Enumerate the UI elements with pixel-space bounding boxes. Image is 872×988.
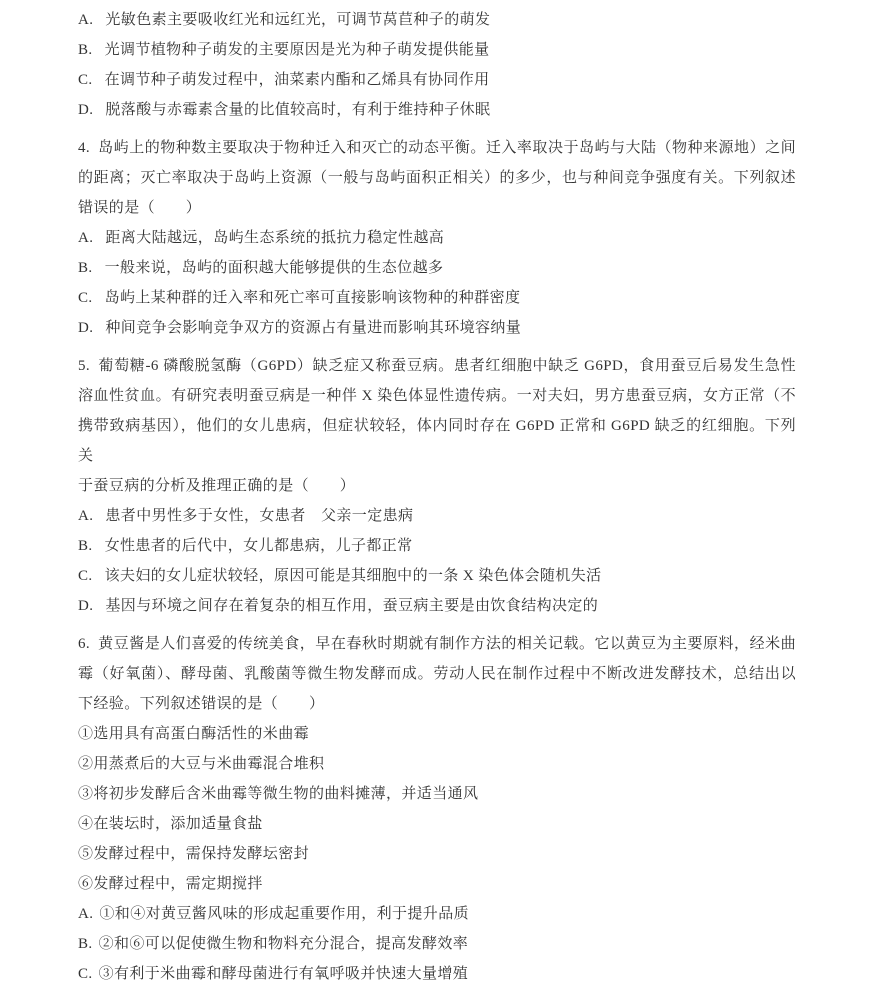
question-4-stem-line-3 [78, 193, 796, 223]
option-letter: B. [78, 538, 93, 554]
question-5-stem-line-4 [78, 471, 796, 501]
option-letter: C. [78, 290, 93, 306]
question-6-item-3 [78, 779, 796, 809]
option-text: 在调节种子萌发过程中，油菜素内酯和乙烯具有协同作用 [104, 72, 490, 88]
question-3-option-b [78, 35, 796, 65]
option-letter: C. [78, 72, 93, 88]
stem-text: 霉（好氧菌）、酵母菌、乳酸菌等微生物发酵而成。劳动人民在制作过程中不断改进发酵技术，总结出以 [78, 666, 796, 682]
question-6-item-5 [78, 839, 796, 869]
question-5-option-d [78, 591, 796, 621]
option-letter: A. [78, 12, 94, 28]
question-6-stem-line-3 [78, 689, 796, 719]
question-4-option-a [78, 223, 796, 253]
question-3-option-a [78, 5, 796, 35]
option-text: 岛屿上某种群的迁入率和死亡率可直接影响该物种的种群密度 [104, 290, 521, 306]
item-text: ③将初步发酵后含米曲霉等微生物的曲料摊薄，并适当通风 [78, 786, 479, 802]
option-letter: A. [78, 508, 94, 524]
question-6-option-a [78, 899, 796, 929]
option-text: 女性患者的后代中，女儿都患病，儿子都正常 [104, 538, 413, 554]
question-6-stem-line-2 [78, 659, 796, 689]
question-6-stem-line-1 [78, 629, 796, 659]
stem-text: 黄豆酱是人们喜爱的传统美食，早在春秋时期就有制作方法的相关记载。它以黄豆为主要原料，经米曲 [98, 636, 796, 652]
question-3-options [78, 5, 796, 125]
question-5-stem-line-3 [78, 411, 796, 471]
stem-text: 携带致病基因），他们的女儿患病，但症状较轻，体内同时存在 G6PD 正常和 G6PD 缺乏的红细胞。下列关 [78, 418, 796, 464]
question-number: 5. [78, 358, 91, 374]
stem-text: 岛屿上的物种数主要取决于物种迁入和灭亡的动态平衡。迁入率取决于岛屿与大陆（物种来源地）之间 [98, 140, 796, 156]
stem-text: 的距离；灭亡率取决于岛屿上资源（一般与岛屿面积正相关）的多少，也与种间竞争强度有关。下列叙述 [78, 170, 796, 186]
stem-text: 葡萄糖-6 磷酸脱氢酶（G6PD）缺乏症又称蚕豆病。患者红细胞中缺乏 G6PD，食用蚕豆后易发生急性 [98, 358, 796, 374]
option-letter: C. [78, 568, 93, 584]
question-5 [78, 351, 796, 621]
option-text: 基因与环境之间存在着复杂的相互作用，蚕豆病主要是由饮食结构决定的 [105, 598, 599, 614]
option-text: 一般来说，岛屿的面积越大能够提供的生态位越多 [104, 260, 444, 276]
stem-text: 溶血性贫血。有研究表明蚕豆病是一种伴 X 染色体显性遗传病。一对夫妇，男方患蚕豆病，女方正常（不 [78, 388, 796, 404]
question-number: 4. [78, 140, 91, 156]
option-letter: B. [78, 42, 93, 58]
option-text: 光敏色素主要吸收红光和远红光，可调节莴苣种子的萌发 [105, 12, 491, 28]
question-5-stem-line-1 [78, 351, 796, 381]
question-6-item-2 [78, 749, 796, 779]
question-6-item-6 [78, 869, 796, 899]
question-4-option-d [78, 313, 796, 343]
item-text: ④在装坛时，添加适量食盐 [78, 816, 263, 832]
question-6-option-b [78, 929, 796, 959]
question-3-option-d [78, 95, 796, 125]
question-number: 6. [78, 636, 91, 652]
question-4-option-c [78, 283, 796, 313]
option-letter: D. [78, 102, 94, 118]
option-letter: D. [78, 320, 94, 336]
option-letter: A. [78, 230, 94, 246]
question-3-option-c [78, 65, 796, 95]
question-5-stem-line-2 [78, 381, 796, 411]
question-6 [78, 629, 796, 988]
stem-text: 下经验。下列叙述错误的是（ ） [78, 696, 325, 712]
question-6-item-4 [78, 809, 796, 839]
option-letter: D. [78, 598, 94, 614]
question-5-option-a [78, 501, 796, 531]
option-text: ③有利于米曲霉和酵母菌进行有氧呼吸并快速大量增殖 [98, 966, 469, 982]
question-6-option-c [78, 959, 796, 988]
stem-text: 于蚕豆病的分析及推理正确的是（ ） [78, 478, 356, 494]
question-4-option-b [78, 253, 796, 283]
option-text: 种间竞争会影响竞争双方的资源占有量进而影响其环境容纳量 [105, 320, 522, 336]
option-text: 患者中男性多于女性，女患者 父亲一定患病 [105, 508, 414, 524]
item-text: ②用蒸煮后的大豆与米曲霉混合堆积 [78, 756, 325, 772]
option-text: 脱落酸与赤霉素含量的比值较高时，有利于维持种子休眠 [105, 102, 491, 118]
question-4-stem-line-1 [78, 133, 796, 163]
option-text: ②和⑥可以促使微生物和物料充分混合，提高发酵效率 [98, 936, 469, 952]
question-5-option-b [78, 531, 796, 561]
option-letter: B. [78, 260, 93, 276]
option-letter: C. [78, 966, 93, 982]
option-text: 光调节植物种子萌发的主要原因是光为种子萌发提供能量 [104, 42, 490, 58]
stem-text: 错误的是（ ） [78, 200, 202, 216]
question-4 [78, 133, 796, 343]
option-text: ①和④对黄豆酱风味的形成起重要作用，利于提升品质 [99, 906, 469, 922]
question-5-option-c [78, 561, 796, 591]
item-text: ⑥发酵过程中，需定期搅拌 [78, 876, 263, 892]
question-6-item-1 [78, 719, 796, 749]
item-text: ⑤发酵过程中，需保持发酵坛密封 [78, 846, 310, 862]
item-text: ①选用具有高蛋白酶活性的米曲霉 [78, 726, 310, 742]
question-4-stem-line-2 [78, 163, 796, 193]
option-letter: B. [78, 936, 93, 952]
option-text: 该夫妇的女儿症状较轻，原因可能是其细胞中的一条 X 染色体会随机失活 [104, 568, 602, 584]
option-letter: A. [78, 906, 94, 922]
option-text: 距离大陆越远，岛屿生态系统的抵抗力稳定性越高 [105, 230, 445, 246]
